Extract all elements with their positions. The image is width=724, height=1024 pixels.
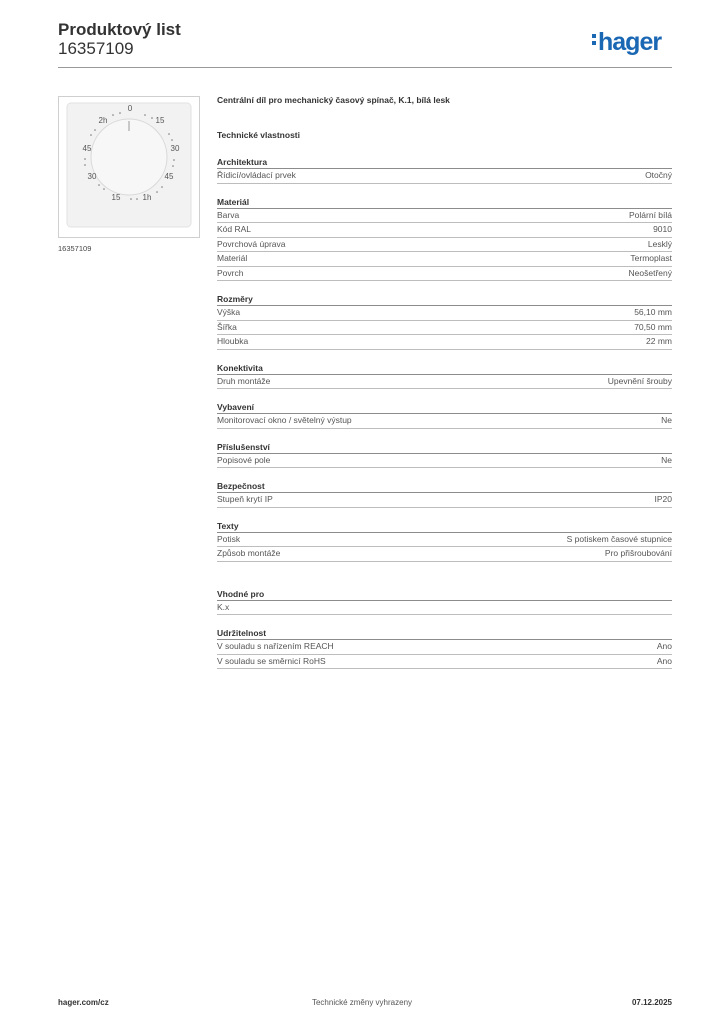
row-label: Způsob montáže [217,548,281,558]
footer-date: 07.12.2025 [631,998,672,1007]
table-row [217,601,672,616]
tech-properties-title: Technické vlastnosti [217,130,300,140]
section-title: Příslušenství [217,441,672,454]
table-row [217,655,672,670]
row-value: Ne [661,454,672,465]
dial-label-30-left: 30 [87,172,97,181]
section-title: Architektura [217,156,672,169]
table-row [217,547,672,562]
table-row [217,238,672,253]
row-value: Ano [656,655,672,666]
product-image [58,96,200,238]
row-value: Pro přišroubování [604,548,672,558]
product-details [217,95,672,669]
section-title: Bezpečnost [217,480,672,493]
row-value: 56,10 mm [634,307,672,317]
timer-dial-icon [59,97,199,237]
table-row [217,252,672,267]
row-label: K.x [217,601,230,612]
table-row [217,169,672,184]
section-konektivita [217,362,672,390]
row-value: 22 mm [646,336,672,346]
section-udrzitelnost [217,627,672,669]
row-label: Kód RAL [217,224,252,234]
row-label: Druh montáže [217,375,271,386]
footer-disclaimer: Technické změny vyhrazeny [311,998,413,1007]
row-label: V souladu s nařízením REACH [217,641,334,651]
row-value: Otočný [645,170,672,180]
table-row [217,640,672,655]
dial-label-2h: 2h [98,116,108,125]
logo-text: hager [598,28,662,56]
table-row [217,306,672,321]
table-row [217,454,672,469]
dial-label-30: 30 [170,144,180,153]
row-label: Potisk [217,533,241,544]
row-value: S potiskem časové stupnice [566,533,672,544]
section-title: Materiál [217,196,672,209]
table-row [217,493,672,508]
section-title: Rozměry [217,293,672,306]
table-row [217,209,672,224]
row-label: Barva [217,209,240,220]
section-title: Texty [217,520,672,533]
image-caption: 16357109 [58,244,92,253]
row-label: Šířka [217,321,237,332]
section-rozmery [217,293,672,350]
table-row [217,335,672,350]
header-divider [58,67,672,68]
row-label: Hloubka [217,336,249,346]
logo-dots-icon [592,34,597,48]
row-value: Neošetřený [628,267,672,278]
section-title: Udržitelnost [217,627,672,640]
row-value: 9010 [653,224,672,234]
hager-logo [592,28,661,56]
row-value: 70,50 mm [634,321,672,332]
row-value: Ano [656,641,672,651]
row-label: Výška [217,307,241,317]
table-row [217,223,672,238]
table-row [217,267,672,282]
product-number: 16357109 [58,39,134,58]
section-title: Konektivita [217,362,672,375]
row-value: Polární bílá [629,209,672,220]
section-bezpecnost [217,480,672,508]
row-label: Popisové pole [217,454,271,465]
dial-label-15: 15 [155,116,165,125]
row-value: Ne [661,415,672,425]
row-label: V souladu se směrnicí RoHS [217,655,326,666]
section-title: Vybavení [217,401,672,414]
row-value: Lesklý [647,238,672,249]
row-label: Řídicí/ovládací prvek [217,170,296,180]
product-description: Centrální díl pro mechanický časový spínač, K.1, bílá lesk [217,95,450,105]
dial-label-45: 45 [164,172,174,181]
row-label: Povrch [217,267,244,278]
section-title: Vhodné pro [217,588,672,601]
page-title: Produktový list [58,20,181,39]
row-label: Materiál [217,253,248,263]
section-prislusenstvi [217,441,672,469]
dial-label-1h: 1h [142,193,152,202]
section-vybaveni [217,401,672,429]
table-row [217,321,672,336]
row-value: Termoplast [630,253,672,263]
dial-label-0: 0 [127,104,133,113]
row-label: Povrchová úprava [217,238,286,249]
dial-label-15-lower: 15 [111,193,121,202]
table-row [217,533,672,548]
table-row [217,414,672,429]
section-texty [217,520,672,562]
table-row [217,375,672,390]
row-label: Monitorovací okno / světelný výstup [217,415,352,425]
section-architektura [217,156,672,184]
footer-website: hager.com/cz [58,998,109,1007]
row-value: IP20 [654,494,672,504]
section-material [217,196,672,282]
row-label: Stupeň krytí IP [217,494,273,504]
row-value: Upevnění šrouby [607,375,672,386]
dial-label-45-left: 45 [82,144,92,153]
section-vhodne-pro [217,588,672,616]
